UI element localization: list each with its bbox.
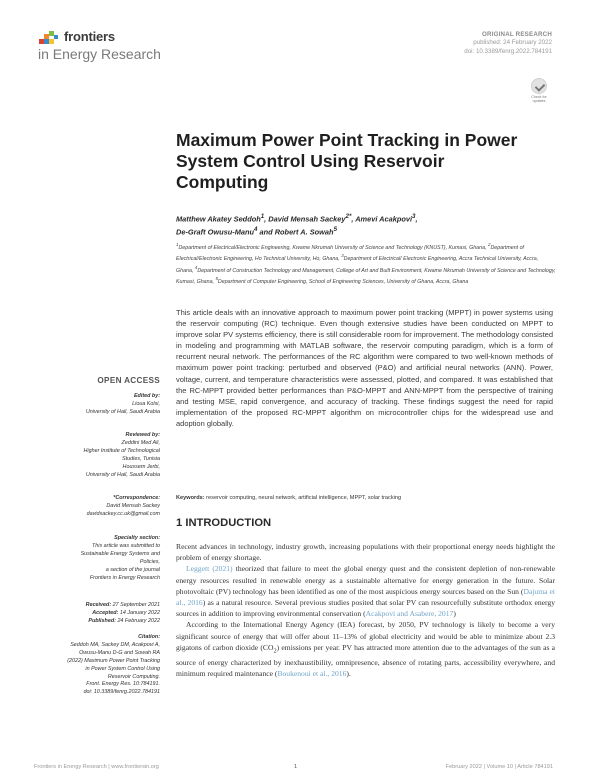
paragraph — [176, 563, 555, 619]
affiliation-text: Department of Construction Technology and Management, College of Art and Built Environment, Kwame Nkrumah University of Science and Technology, Kumasi, Ghana, — [176, 267, 556, 285]
author-affil-mark: 1 — [260, 213, 265, 220]
affiliations — [176, 241, 556, 286]
citation-line[interactable]: doi: 10.3389/fenrg.2022.784191 — [83, 689, 160, 696]
author-affil-mark: 2* — [345, 213, 352, 220]
author-name[interactable]: Amevi Acakpovi — [355, 214, 413, 224]
journal-name: in Energy Research — [38, 46, 161, 62]
published-date: published: 24 February 2022 — [473, 39, 552, 47]
paragraph-text: ). — [346, 668, 351, 678]
specialty-section — [34, 535, 160, 582]
correspondent-email[interactable]: davidsackey.cc.uk@gmail.com — [86, 510, 160, 517]
affil-number: 2 — [487, 242, 491, 247]
keywords-value: reservoir computing, neural network, artificial intelligence, MPPT, solar tracking — [206, 495, 402, 501]
check-updates-icon — [531, 78, 547, 94]
paragraph-text: ) emissions per year. PV has attracted more attention due to the advantages of the sun as a source of energy characterized by inexhaustibility, omnipresence, absence of rotating parts, accessibility everywhere, and minimum required maintenance ( — [176, 642, 556, 678]
specialty-line: Policies, — [139, 558, 160, 565]
accepted-label: Accepted: — [92, 609, 119, 616]
introduction-body — [176, 541, 555, 679]
footer-volume: February 2022 | Volume 10 | Article 784191 — [445, 764, 553, 770]
author-affil-mark: 4 — [254, 226, 258, 234]
citation-line: Owusu-Manu D-G and Sowah RA — [79, 649, 160, 656]
correspondent-name: David Mensah Sackey — [106, 502, 160, 509]
article-type: ORIGINAL RESEARCH — [482, 31, 552, 38]
paragraph — [176, 619, 555, 679]
article-meta — [464, 31, 552, 56]
citation-line: Reservoir Computing. — [107, 673, 160, 680]
author-name[interactable]: Matthew Akatey Seddoh — [176, 214, 261, 224]
author-affil-mark: 3 — [412, 213, 416, 220]
reviewed-by — [34, 432, 160, 479]
affil-number: 3 — [341, 253, 344, 259]
reviewer-line: Zeddini Med Ali, — [121, 439, 160, 446]
keywords — [176, 495, 553, 501]
affiliation-text: Department of Electrical/ Electronic Engineering, Accra Technical University, Accra, Ghana, — [176, 256, 539, 274]
affiliation-text: Department of Electrical/Electronic Engineering, Kwame Nkrumah University of Science and Technology (KNUST), Kumasi, Ghana, — [178, 244, 487, 251]
abstract: This article deals with an innovative approach to maximum power point tracking (MPPT) in power systems using the reservoir computing (RC) technique. Even though extensive studies have been conducted on MPPT to improve solar PV systems efficiency, there is still considerable room for improvement. The methodology consisted in modeling and programming with MATLAB software, the reservoir computing paradigm, which is a form of recurrent neural network. The performances of the RC algorithm were compared to two well-known methods of maximum power point tracking: perturbed and observed (P&O) and artificial neural networks (ANN). Power, voltage, current, and temperature characteristics were assessed, plotted, and compared. It was established that the RC-MPPT provided better performances than P&O-MPPT and ANN-MPPT from the perspective of training and testing MSE, rapid convergence, and accuracy of tracking. These findings suggest the need for rapid implementation of the proposed RC-MPPT algorithm on microcontroller chips for the widespread use and adoption globally. — [176, 308, 553, 428]
citation-line: in Power System Control Using — [85, 665, 160, 672]
author-name[interactable]: David Mensah Sackey — [268, 214, 346, 224]
doi-link[interactable]: doi: 10.3389/fenrg.2022.784191 — [464, 47, 552, 55]
affil-number: 4 — [194, 264, 198, 270]
footer-journal[interactable]: Frontiers in Energy Research | www.frontiersin.org — [34, 764, 159, 770]
affil-number: 5 — [215, 276, 218, 282]
dates — [34, 602, 160, 626]
edited-by — [34, 393, 160, 417]
specialty-line: Sustainable Energy Systems and — [80, 550, 160, 557]
accepted-date: 14 January 2022 — [119, 609, 160, 616]
specialty-line: Frontiers in Energy Research — [89, 574, 160, 581]
logo-wordmark: frontiers — [64, 29, 115, 44]
received-date: 27 September 2021 — [112, 602, 160, 608]
citation-line: (2022) Maximum Power Point Tracking — [67, 657, 160, 664]
citation-line: Seddoh MA, Sackey DM, Acakpovi A, — [70, 641, 160, 648]
author-name[interactable]: De-Graft Owusu-Manu — [176, 227, 255, 237]
affiliation-text: Department of Electrical/Electronic Engineering, Ho Technical University, Ho, Ghana, — [176, 244, 525, 263]
author-name[interactable]: Robert A. Sowah — [274, 227, 334, 237]
check-for-updates-badge[interactable] — [528, 78, 550, 102]
correspondence — [34, 495, 160, 519]
affil-number: 1 — [176, 242, 179, 247]
journal-logo[interactable] — [38, 28, 198, 64]
citation-link[interactable]: Leggett (2021) — [186, 564, 233, 574]
citation-link[interactable]: Acakpovi and Asabere, 2017 — [365, 609, 454, 619]
paragraph-text: ) as a natural resource. Several previous studies posited that solar PV can resourcefully substitute orthodox energy sources in addition to improving environmental conservation ( — [176, 598, 555, 619]
paragraph-text: According to the International Energy Agency (IEA) forecast, by 2050, PV technology is likely to become a very significant source of energy that will offer about 11–13% of global electricity and would be able to minimize about 2.3 gigatons of carbon dioxide (CO — [176, 620, 555, 652]
published-label: Published: — [88, 617, 116, 624]
reviewer-line: Studies, Tunisia — [122, 455, 160, 462]
citation-link[interactable]: Boukenoui et al., 2016 — [277, 668, 347, 678]
specialty-line: a section of the journal — [105, 566, 160, 573]
subscript: 2 — [273, 647, 277, 655]
section-heading: 1 INTRODUCTION — [176, 517, 272, 529]
specialty-label: Specialty section: — [114, 535, 160, 541]
badge-label: Check for updates — [531, 95, 547, 103]
reviewer-line: University of Hail, Saudi Arabia — [85, 471, 160, 478]
author-affil-mark: 5 — [333, 226, 337, 234]
citation-link[interactable]: Dajuma et al., 2016 — [176, 586, 555, 608]
editor-line: University of Hail, Saudi Arabia — [85, 408, 160, 415]
affiliation-text: Department of Computer Engineering, School of Engineering Sciences, University of Ghana, Accra, Ghana — [217, 278, 469, 285]
citation — [34, 634, 160, 697]
specialty-line: This article was submitted to — [91, 542, 160, 549]
published-side-date: 24 February 2022 — [117, 617, 160, 624]
reviewer-line: Houssem Jerbi, — [122, 463, 160, 470]
paragraph-text: theorized that failure to meet the global energy quest and the consistent depletion of non-renewable energy resources resulted in renewable energy as a sustainable alternative for energy generation in the future. Solar photovoltaic (PV) technology has been identified as one of the most auspicious energy sources based on the Sun ( — [176, 564, 556, 596]
edited-by-label: Edited by: — [133, 393, 160, 399]
citation-line: Front. Energy Res. 10:784191. — [86, 681, 160, 688]
received-label: Received: — [85, 602, 112, 608]
paragraph: Recent advances in technology, industry growth, increasing populations with their proportional energy needs highlight the problem of energy shortage. — [176, 542, 555, 563]
author-list: Matthew Akatey Seddoh$^1$, David Mensah Sackey$^{2*}$, Amevi Acakpovi$^3$, De-Graft Owusu-Manu$^4$ and Robert A. Sowah$^5$ — [176, 213, 418, 237]
reviewed-by-label: Reviewed by: — [125, 432, 160, 438]
article-title: Maximum Power Point Tracking in Power System Control Using Reservoir Computing — [176, 130, 518, 192]
open-access-label: OPEN ACCESS — [97, 376, 160, 385]
citation-label: Citation: — [138, 634, 160, 640]
correspondence-label: *Correspondence: — [113, 495, 160, 501]
keywords-label: Keywords: — [176, 495, 205, 501]
reviewer-line: Higher Institute of Technological — [83, 447, 160, 454]
paragraph-text: ) — [453, 609, 456, 619]
page-number: 1 — [294, 764, 298, 770]
editor-line: Lioua Kolsi, — [132, 400, 160, 407]
